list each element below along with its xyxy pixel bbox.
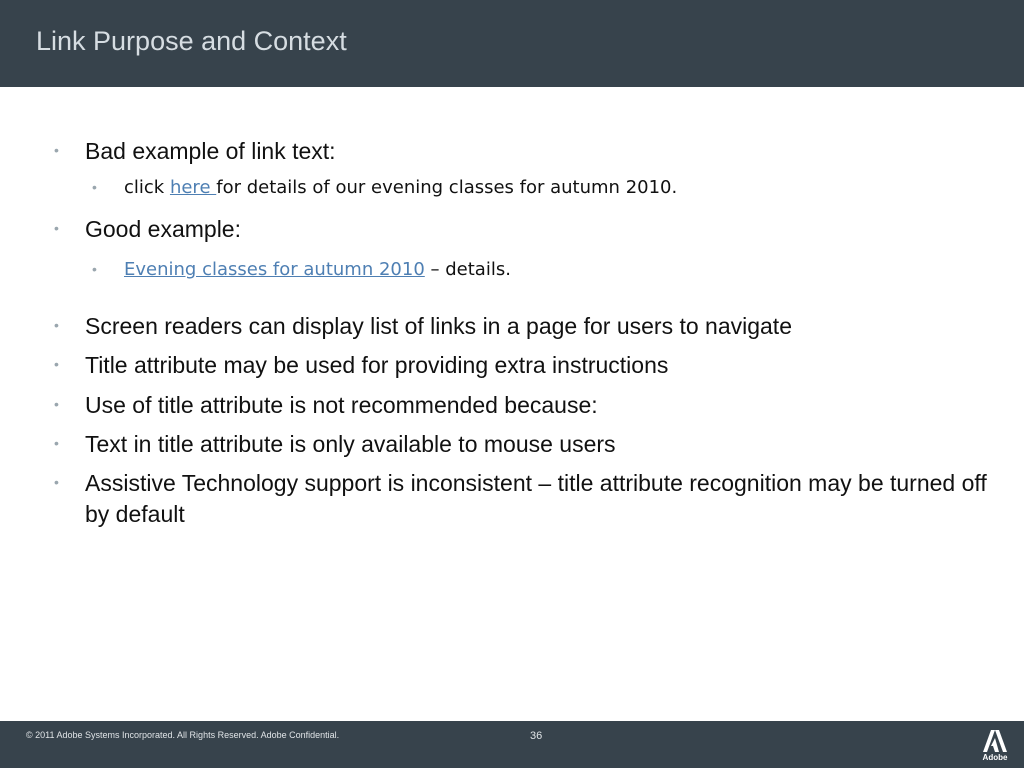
text-pre: click [124,177,170,198]
footer-bar [0,721,1024,768]
page-number: 36 [530,730,543,742]
bullet-icon: • [54,317,59,333]
adobe-logo-icon [982,729,1008,753]
sub-bullet-text [124,175,984,201]
bullet-text: Title attribute may be used for providing extra instructions [85,352,669,378]
bullet-icon: • [54,435,59,451]
bullet-icon: • [54,396,59,412]
text-post: for details of our evening classes for autumn 2010. [216,177,678,198]
title-bar [0,0,1024,87]
bullet-text: Screen readers can display list of links in a page for users to navigate [85,313,792,339]
bullet-icon: • [54,474,59,490]
slide-title: Link Purpose and Context [36,26,347,56]
adobe-logo-text: Adobe [982,753,1008,762]
text-post: – details. [424,259,511,280]
bullet-icon: • [54,356,59,372]
sub-bullet-text [124,257,984,283]
bullet-text: Use of title attribute is not recommended because: [85,392,598,418]
bullet-icon: • [92,261,97,277]
bullet-icon: • [92,179,97,195]
here-link[interactable]: here [169,177,217,198]
copyright-text: © 2011 Adobe Systems Incorporated. All Rights Reserved. Adobe Confidential. [26,730,340,740]
bullet-text: Text in title attribute is only available to mouse users [85,431,616,457]
bullet-text: Good example: [85,216,241,242]
bullet-icon: • [54,142,59,158]
adobe-logo [982,729,1008,763]
bullet-icon: • [54,220,59,236]
bullet-text: Bad example of link text: [85,138,336,164]
evening-classes-link[interactable]: Evening classes for autumn 2010 [124,259,425,280]
bullet-text: Assistive Technology support is inconsistent – title attribute recognition may be turned off by default [85,470,987,527]
